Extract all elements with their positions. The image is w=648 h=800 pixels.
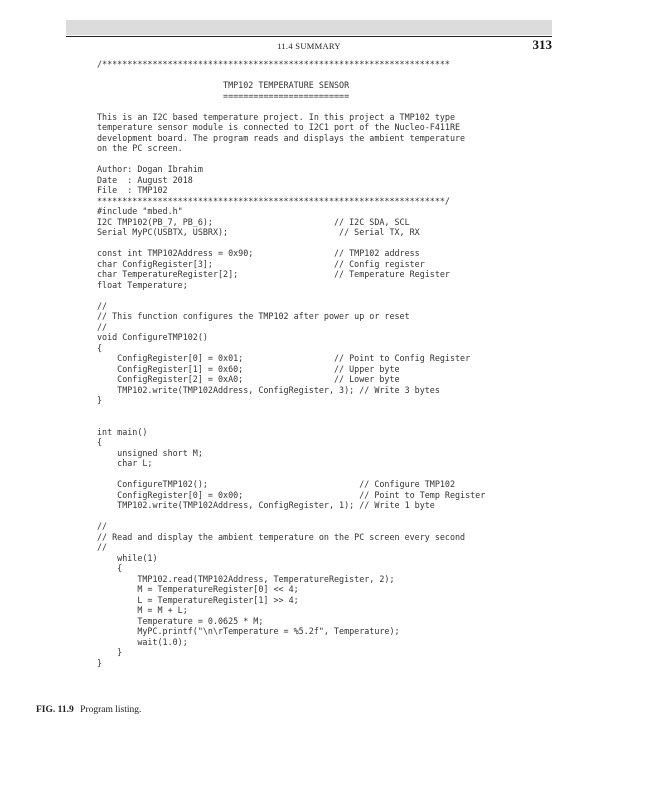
code-line: { [97,437,103,447]
code-line: char TemperatureRegister[2]; // Temperature Register [97,269,450,279]
code-line: while(1) [97,552,158,563]
code-line: ConfigRegister[2] = 0xA0; // Lower byte [97,374,400,384]
code-line: } [97,647,123,657]
code-line: MyPC.printf("\n\rTemperature = %5.2f", Temperature); [97,626,400,636]
code-line: development board. The program reads and displays the ambient temperature [97,132,466,143]
code-line: // [97,300,108,311]
code-line: } [97,395,103,405]
code-line: This is an I2C based temperature project. In this project a TMP102 type [97,111,455,122]
code-line: // Read and display the ambient temperature on the PC screen every second [97,531,466,542]
code-line [97,416,557,427]
figure-caption [36,705,141,715]
header-rule [66,36,552,37]
code-line: TMP102.read(TMP102Address, TemperatureRegister, 2); [97,573,395,584]
header-bar [66,20,552,35]
code-line: // This function configures the TMP102 after power up or reset [97,311,410,321]
code-line: // [97,542,108,552]
code-line [97,154,557,165]
code-line [97,511,557,522]
code-line: Author: Dogan Ibrahim [97,164,203,174]
code-line: // [97,521,108,531]
code-line: { [97,563,123,573]
code-line: ConfigRegister[1] = 0x60; // Upper byte [97,363,400,374]
code-line: void ConfigureTMP102() [97,332,208,342]
code-line: // [97,321,108,332]
code-line: Date : August 2018 [97,174,193,185]
code-line: ========================= [97,90,350,101]
code-line: on the PC screen. [97,143,183,153]
figure-label: FIG. 11.9 [36,705,74,715]
code-line: File : TMP102 [97,185,168,195]
code-line: char ConfigRegister[3]; // Config register [97,258,425,269]
code-line: Temperature = 0.0625 * M; [97,615,264,626]
code-line: ConfigRegister[0] = 0x01; // Point to Config Register [97,353,471,363]
code-line: ConfigureTMP102(); // Configure TMP102 [97,479,455,489]
code-line: I2C TMP102(PB_7, PB_6); // I2C SDA, SCL [97,216,410,227]
code-line: TMP102 TEMPERATURE SENSOR [97,80,350,90]
code-line: TMP102.write(TMP102Address, ConfigRegister, 1); // Write 1 byte [97,500,435,510]
code-line: char L; [97,458,153,468]
code-line [97,290,557,301]
code-line: float Temperature; [97,279,188,290]
figure-caption-text: Program listing. [80,705,142,715]
code-line: const int TMP102Address = 0x90; // TMP102 address [97,248,420,258]
page-number: 313 [532,37,552,52]
code-line [97,406,557,417]
code-line [97,70,557,81]
code-line: *********************************************************************/ [97,195,450,206]
code-line [97,101,557,112]
running-head: 11.4 SUMMARY [277,41,341,51]
code-line: /********************************************************************* [97,59,450,69]
code-line [97,238,557,249]
code-line: #include "mbed.h" [97,206,183,216]
code-line: Serial MyPC(USBTX, USBRX); // Serial TX, RX [97,227,420,237]
code-line: M = M + L; [97,605,188,615]
code-line: TMP102.write(TMP102Address, ConfigRegister, 3); // Write 3 bytes [97,384,440,395]
code-line [97,469,557,480]
code-line: unsigned short M; [97,447,203,458]
code-line: int main() [97,426,148,437]
code-line: M = TemperatureRegister[0] << 4; [97,584,299,594]
code-line: ConfigRegister[0] = 0x00; // Point to Temp Register [97,489,486,500]
code-line: } [97,657,103,668]
code-line: { [97,342,103,353]
code-line: L = TemperatureRegister[1] >> 4; [97,594,299,605]
code-line: wait(1.0); [97,636,188,647]
program-listing [97,59,557,668]
code-line: temperature sensor module is connected to I2C1 port of the Nucleo-F411RE [97,122,461,132]
